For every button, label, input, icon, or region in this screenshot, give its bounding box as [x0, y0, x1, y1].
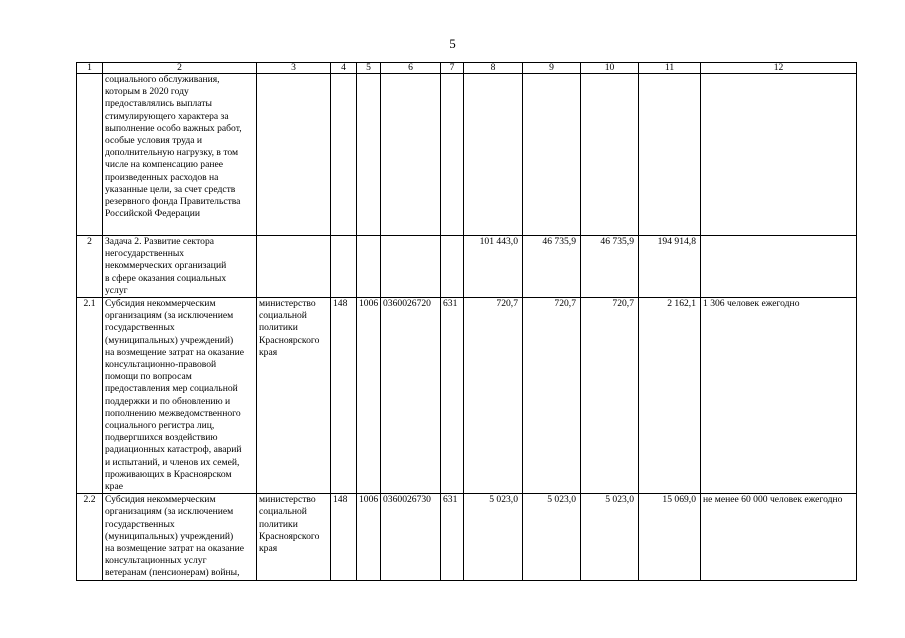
column-number-8: 8: [464, 63, 523, 74]
column-number-1: 1: [77, 63, 103, 74]
target-article-code: 0360026720: [381, 298, 441, 494]
section-code: 1006: [357, 494, 381, 581]
executor: [257, 74, 331, 236]
column-number-3: 3: [257, 63, 331, 74]
measure-name: Субсидия некоммерческим организациям (за исключением государственных (муниципальных) учреждений) на возмещение затрат на оказание консультационных услуг ветеранам (пенсионерам) войны,: [103, 494, 257, 581]
section-code: 1006: [357, 298, 381, 494]
section-code: [357, 236, 381, 298]
amount-col-10: 5 023,0: [581, 494, 639, 581]
amount-col-10: 720,7: [581, 298, 639, 494]
page-number: 5: [449, 36, 456, 51]
amount-col-8: 101 443,0: [464, 236, 523, 298]
amount-col-10: 46 735,9: [581, 236, 639, 298]
measure-name: Субсидия некоммерческим организациям (за исключением государственных (муниципальных) учреждений) на возмещение затрат на оказание консультационно-правовой помощи по вопросам предоставления мер социальной поддержки и по обновлению и пополнению межведомственного социального регистра лиц, подвергшихся воздействию радиационных катастроф, аварий и испытаний, и членов их семей, проживающих в Красноярском крае: [103, 298, 257, 494]
column-number-12: 12: [701, 63, 857, 74]
amount-col-8: 5 023,0: [464, 494, 523, 581]
target-article-code: [381, 236, 441, 298]
column-number-6: 6: [381, 63, 441, 74]
amount-col-8: 720,7: [464, 298, 523, 494]
executor: [257, 236, 331, 298]
expense-type-code: 631: [441, 298, 464, 494]
table-header-row: [77, 63, 857, 74]
section-code: [357, 74, 381, 236]
row-number: [77, 74, 103, 236]
column-number-7: 7: [441, 63, 464, 74]
amount-col-8: [464, 74, 523, 236]
expense-type-code: [441, 236, 464, 298]
amount-total: [639, 74, 701, 236]
executor: министерство социальной политики Красноярского края: [257, 494, 331, 581]
column-number-5: 5: [357, 63, 381, 74]
row-number: 2: [77, 236, 103, 298]
row-number: 2.2: [77, 494, 103, 581]
table-row: [77, 298, 857, 494]
amount-col-9: 720,7: [523, 298, 581, 494]
amount-total: 194 914,8: [639, 236, 701, 298]
amount-total: 15 069,0: [639, 494, 701, 581]
grbs-code: 148: [331, 298, 357, 494]
expense-type-code: [441, 74, 464, 236]
column-number-2: 2: [103, 63, 257, 74]
grbs-code: 148: [331, 494, 357, 581]
column-number-10: 10: [581, 63, 639, 74]
column-number-9: 9: [523, 63, 581, 74]
amount-total: 2 162,1: [639, 298, 701, 494]
table-row: [77, 74, 857, 236]
amount-col-9: [523, 74, 581, 236]
measure-name: социального обслуживания, которым в 2020 году предоставлялись выплаты стимулирующего характера за выполнение особо важных работ, особые условия труда и дополнительную нагрузку, в том числе на компенсацию ранее произведенных расходов на указанные цели, за счет средств резервного фонда Правительства Российской Федерации: [103, 74, 257, 236]
grbs-code: [331, 74, 357, 236]
measure-name: Задача 2. Развитие сектора негосударственных некоммерческих организаций в сфере оказания социальных услуг: [103, 236, 257, 298]
target-article-code: [381, 74, 441, 236]
expected-result: [701, 236, 857, 298]
target-article-code: 0360026730: [381, 494, 441, 581]
expected-result: не менее 60 000 человек ежегодно: [701, 494, 857, 581]
program-activities-table: [76, 62, 857, 581]
table-row: [77, 494, 857, 581]
amount-col-10: [581, 74, 639, 236]
expected-result: [701, 74, 857, 236]
table-row: [77, 236, 857, 298]
amount-col-9: 5 023,0: [523, 494, 581, 581]
expense-type-code: 631: [441, 494, 464, 581]
column-number-11: 11: [639, 63, 701, 74]
column-number-4: 4: [331, 63, 357, 74]
row-number: 2.1: [77, 298, 103, 494]
grbs-code: [331, 236, 357, 298]
amount-col-9: 46 735,9: [523, 236, 581, 298]
executor: министерство социальной политики Красноярского края: [257, 298, 331, 494]
expected-result: 1 306 человек ежегодно: [701, 298, 857, 494]
